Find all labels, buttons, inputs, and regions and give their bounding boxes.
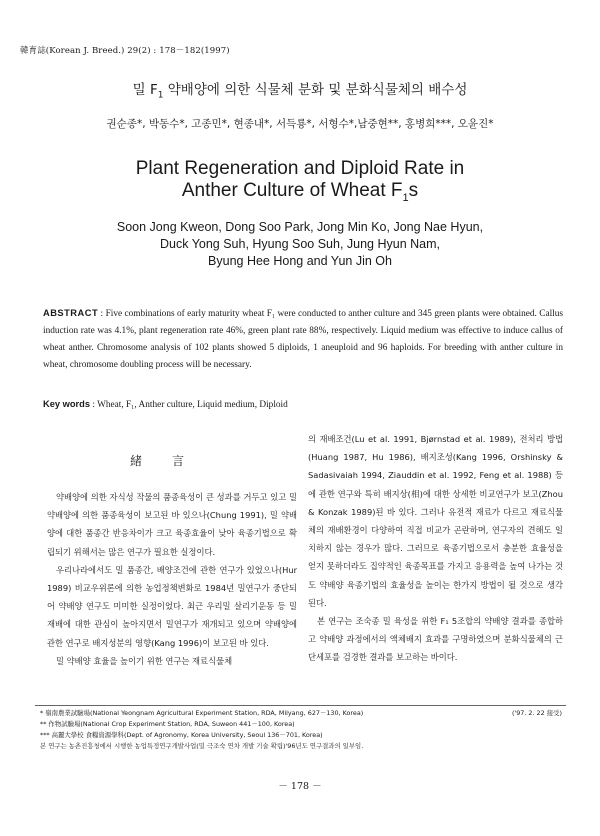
abstract-label: ABSTRACT	[43, 308, 99, 318]
footnotes	[40, 708, 565, 752]
korean-title-part: 약배양에 의한 식물체 분화 및 분화식물체의 배수성	[163, 82, 468, 98]
english-authors-line: Byung Hee Hong and Yun Jin Oh	[208, 254, 392, 268]
abstract-text: Five combinations of early maturity wheat F₁ were conducted to anther culture and 345 green plants were obtained. Callus induction rate was 4.1%, plant regeneration rate 46%, green plant rate 88%, respectively. Liquid medium was effective to induce callus of wheat anther. Chromosome analysis of 102 plants showed 5 diploids, 1 aneuploid and 96 haploids. For breeding with anther culture in wheat, chromosome doubling process will be necessary.	[43, 309, 564, 370]
english-title-subscript: 1	[402, 191, 409, 204]
received-date: ('97. 2. 22 接受)	[511, 709, 562, 717]
footnote: * 嶺南農業試驗場(National Yeongnam Agricultural Experiment Station, RDA, Milyang, 627－130, Korea)	[40, 709, 364, 717]
korean-title-part: 밀 F	[132, 82, 158, 98]
english-title-part: Anther Culture of Wheat F	[181, 180, 403, 201]
keywords-separator: :	[90, 400, 98, 410]
english-title-line1: Plant Regeneration and Diploid Rate in	[135, 158, 465, 179]
section-heading: 緒言	[129, 454, 214, 468]
english-authors-line: Soon Jong Kweon, Dong Soo Park, Jong Min Ko, Jong Nae Hyun,	[116, 220, 484, 234]
korean-authors: 권순종*, 박동수*, 고종민*, 현종내*, 서득룡*, 서형수*,남중현**, 홍병희***, 오윤진*	[106, 118, 494, 130]
paragraph: 우리나라에서도 밀 품종간, 배양조건에 관한 연구가 있었으나(Hur 1989) 비교우위론에 의한 농업정책변화로 1984년 밀연구가 중단되어 약배양 연구도 미미한 실정이었다. 최근 우리밀 살리기운동 등 밀재배에 대한 관심이 높아지면서 밀연구가 재개되고 있으며 약배양에 관한 연구로 배지성분의 영향(Kang 1996)이 보고된 바 있다.	[47, 564, 297, 648]
abstract	[43, 305, 563, 374]
english-title-line2	[0, 180, 600, 209]
right-column	[308, 430, 563, 667]
footnote-divider	[35, 705, 566, 706]
english-authors	[0, 219, 600, 270]
footnote: *** 高麗大學校 食糧資源學科(Dept. of Agronomy, Korea University, Seoul 136－701, Korea)	[40, 731, 323, 739]
journal-header: 韓育誌(Korean J. Breed.) 29(2) : 178－182(1997)	[20, 46, 230, 56]
footnote: 본 연구는 농촌진흥청에서 시행한 농업특정연구개발사업(밀 극조숙 연차 개발 기술 확립)'96년도 연구결과의 일부임.	[40, 742, 364, 750]
english-title	[0, 158, 600, 209]
abstract-separator: :	[98, 309, 106, 319]
english-title-part: s	[408, 180, 419, 201]
keywords-label: Key words	[43, 399, 91, 409]
keywords	[43, 399, 563, 410]
keywords-text: Wheat, F₁, Anther culture, Liquid medium, Diploid	[97, 400, 288, 410]
paragraph: 의 재배조건(Lu et al. 1991, Bjørnstad et al. 1989), 전처리 방법(Huang 1987, Hu 1986), 배지조성(Kang 1996, Orshinsky & Sadasivaiah 1994, Ziauddin et al. 1992, Feng et al. 1988) 등에 관한 연구와 특히 배지상(相)에 대한 상세한 비교연구가 보고(Zhou & Konzak 1989)된 바 있다. 그러나 유전적 재료가 다르고 재료식물체의 재배환경이 다양하여 직접 비교가 곤란하며, 연구자의 견해도 일치하지 않는 경우가 많다. 그러므로 육종기법으로서 충분한 효율성을 얻지 못하더라도 집약적인 육종목표를 가지고 응용력을 높여 나가는 것도 약배양 육종기법의 효율성을 높이는 한가지 방법이 될 것으로 생각된다.	[308, 434, 563, 608]
english-authors-line: Duck Yong Suh, Hyung Soo Suh, Jung Hyun Nam,	[159, 237, 441, 251]
page-number: － 178 －	[278, 781, 322, 792]
left-column	[47, 488, 297, 670]
paragraph: 본 연구는 조숙종 밀 육성을 위한 F₁ 5조합의 약배양 결과를 종합하고 약배양 과정에서의 액체배지 효과를 구명하였으며 분화식물체의 근단세포를 검경한 결과를 보고하는 바이다.	[308, 616, 563, 663]
korean-title-subscript: 1	[157, 90, 164, 101]
korean-title	[0, 78, 600, 101]
paragraph: 밀 약배양 효율을 높이기 위한 연구는 재료식물체	[56, 655, 233, 666]
footnote: ** 作物試驗場(National Crop Experiment Station, RDA, Suweon 441－100, Korea)	[40, 720, 295, 728]
paragraph: 약배양에 의한 자식성 작물의 품종육성이 큰 성과를 거두고 있고 밀 약배양에 의한 품종육성이 보고된 바 있으나(Chung 1991), 밀 약배양에 대한 품종간 반응차이가 크고 육종효율이 낮아 육종기법으로 확립되기 위해서는 많은 연구가 필요한 실정이다.	[47, 492, 297, 557]
